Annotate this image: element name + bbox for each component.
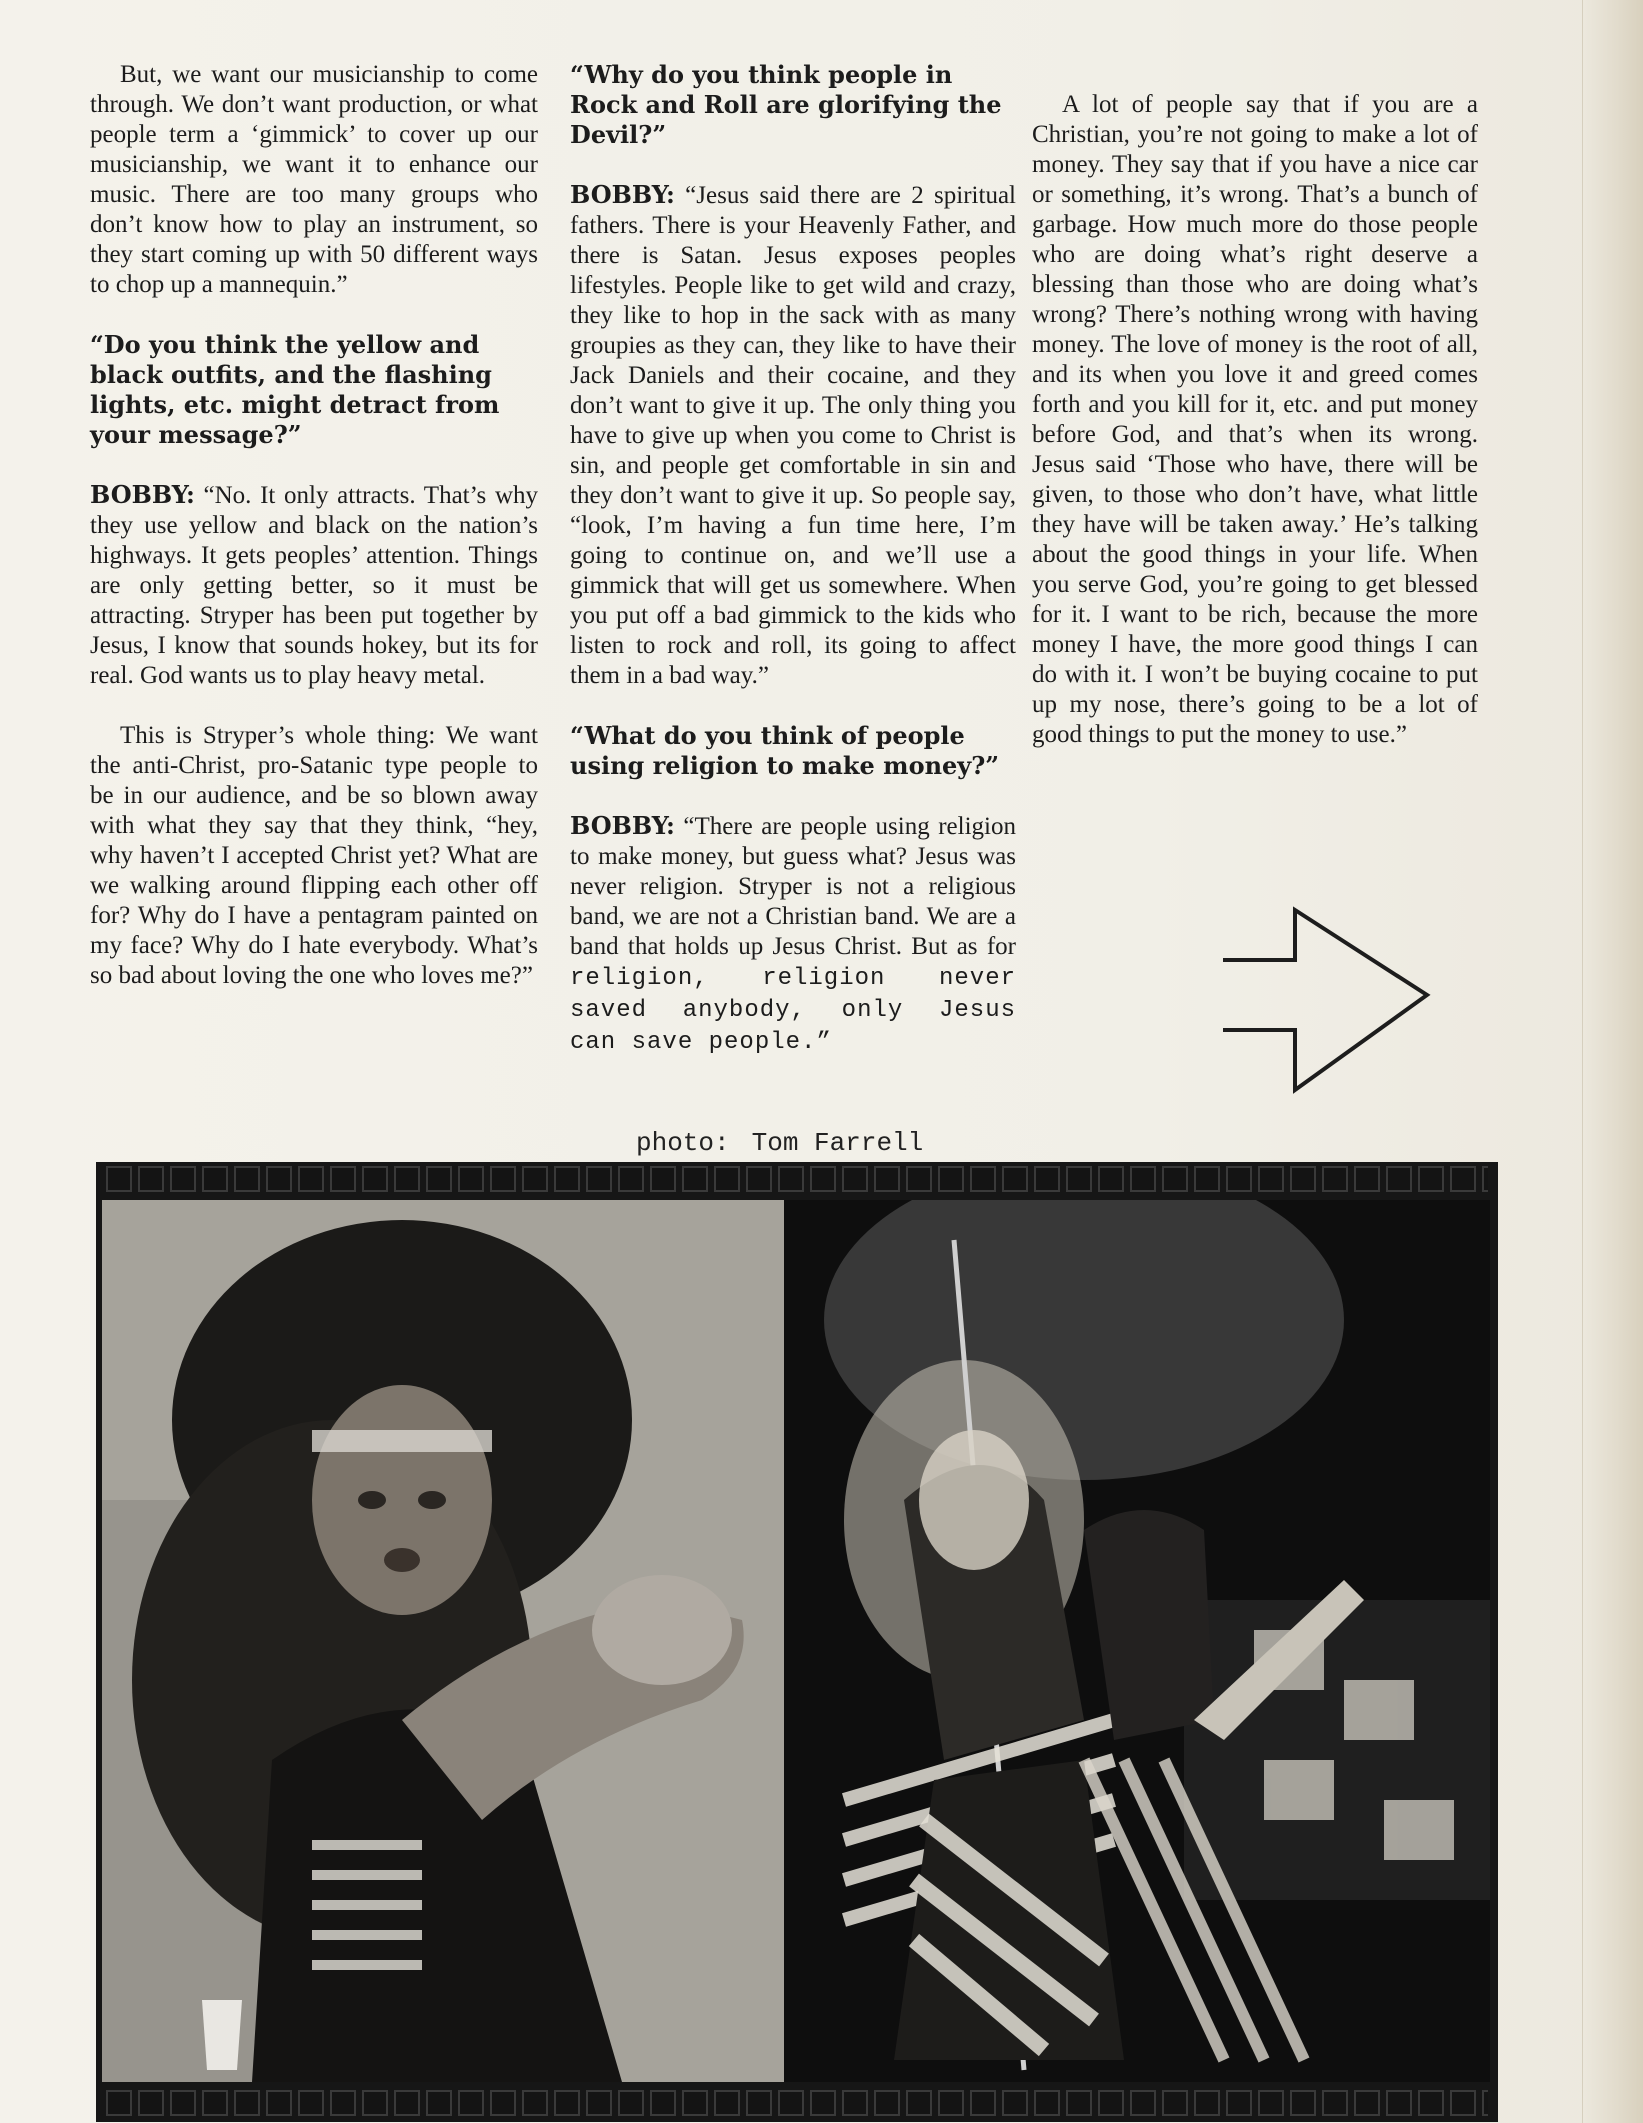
film-sprocket-hole (138, 1166, 164, 1192)
film-sprocket-hole (1322, 2090, 1348, 2116)
film-sprocket-hole (778, 2090, 804, 2116)
paragraph-whole-thing: This is Stryper’s whole thing: We want the anti-Christ, pro-Satanic type people to be in our audience, and be so blown away with what they say that they think, “hey, why haven’t I accepted Christ yet? What are we walking around flipping each other off for? Why do I have a pentagram painted on my face? Why do I hate everybody. What’s so bad about loving the one who loves me?” (90, 722, 538, 989)
film-sprocket-hole (394, 1166, 420, 1192)
film-sprocket-hole (938, 1166, 964, 1192)
film-sprocket-hole (1386, 1166, 1412, 1192)
film-sprocket-hole (266, 2090, 292, 2116)
film-sprocket-hole (746, 2090, 772, 2116)
film-sprocket-hole (618, 2090, 644, 2116)
answer-text: “No. It only attracts. That’s why they use yellow and black on the nation’s highways. It gets peoples’ attention. Things are only getting better, so it must be attracting. Stryper has been put together by Jesus, I know that sounds hokey, but its for real. God wants us to play heavy metal. (90, 482, 539, 689)
film-sprocket-hole (170, 1166, 196, 1192)
film-sprocket-hole (1162, 1166, 1188, 1192)
film-sprocket-hole (1322, 1166, 1348, 1192)
film-sprocket-hole (1034, 2090, 1060, 2116)
photo-concert-stage (784, 1200, 1490, 2082)
film-sprocket-hole (202, 2090, 228, 2116)
film-sprocket-hole (586, 1166, 612, 1192)
film-sprocket-hole (266, 1166, 292, 1192)
film-sprocket-hole (810, 1166, 836, 1192)
article-column-2 (570, 60, 1016, 1088)
film-sprocket-hole (362, 2090, 388, 2116)
film-sprocket-hole (1066, 1166, 1092, 1192)
film-sprocket-hole (170, 2090, 196, 2116)
question-outfits: “Do you think the yellow and black outfits, and the flashing lights, etc. might detract from your message?” (90, 330, 500, 449)
arrow-right-icon (1215, 900, 1440, 1100)
film-sprocket-hole (1258, 2090, 1284, 2116)
answer-text-typed: religion, religion never saved anybody, only Jesus can save people.” (570, 965, 1016, 1056)
film-sprocket-hole (330, 1166, 356, 1192)
speaker-label: BOBBY: (570, 180, 675, 209)
film-sprocket-hole (810, 2090, 836, 2116)
photo-backstage-portrait (102, 1200, 784, 2082)
film-sprocket-hole (426, 2090, 452, 2116)
film-sprocket-hole (458, 1166, 484, 1192)
film-sprocket-hole (1098, 1166, 1124, 1192)
film-sprocket-hole (106, 1166, 132, 1192)
film-sprocket-hole (938, 2090, 964, 2116)
page-edge (1582, 0, 1643, 2123)
film-sprocket-hole (1482, 2090, 1488, 2116)
concert-stage-image (784, 1200, 1490, 2082)
film-sprocket-hole (1034, 1166, 1060, 1192)
film-sprocket-row-top (106, 1166, 1488, 1194)
film-sprocket-hole (1290, 1166, 1316, 1192)
film-sprocket-hole (426, 1166, 452, 1192)
film-sprocket-hole (1482, 1166, 1488, 1192)
film-sprocket-hole (682, 2090, 708, 2116)
film-sprocket-hole (1130, 2090, 1156, 2116)
speaker-label: BOBBY: (570, 811, 675, 840)
film-sprocket-hole (1258, 1166, 1284, 1192)
paragraph-money: A lot of people say that if you are a Christian, you’re not going to make a lot of money. They say that if you have a nice car or something, it’s wrong. That’s a bunch of garbage. How much more do those people who are doing what’s right deserve a blessing than those who are doing what’s wrong? There’s nothing wrong with having money. The love of money is the root of all, and its when you love it and greed comes forth and you kill for it, etc. and put money before God, and that’s when its wrong. Jesus said ‘Those who have, there will be given, to those who don’t have, what little they have will be taken away.’ He’s talking about the good things in your life. When you serve God, you’re going to get blessed for it. I want to be rich, because the more money I have, the more good things I can do with it. I won’t be buying cocaine to put up my nose, there’s going to be a lot of good things to put the money to use.” (1032, 91, 1478, 748)
answer-text: “There are people using religion to make money, but guess what? Jesus was never religion. Stryper is not a religious band, we are not a Christian band. We are a band that holds up Jesus Christ. But as for (570, 813, 1016, 960)
film-sprocket-hole (1354, 2090, 1380, 2116)
film-sprocket-hole (138, 2090, 164, 2116)
film-sprocket-hole (714, 1166, 740, 1192)
film-sprocket-hole (586, 2090, 612, 2116)
answer-devil (570, 180, 1016, 691)
film-sprocket-hole (522, 2090, 548, 2116)
film-sprocket-hole (618, 1166, 644, 1192)
article-column-3 (1032, 90, 1478, 780)
film-strip-photo (96, 1162, 1498, 2122)
backstage-portrait-image (102, 1200, 784, 2082)
film-sprocket-row-bottom (106, 2090, 1488, 2118)
photo-credit (636, 1128, 923, 1158)
speaker-label: BOBBY: (90, 480, 195, 509)
film-sprocket-hole (842, 2090, 868, 2116)
film-sprocket-hole (874, 2090, 900, 2116)
film-sprocket-hole (1386, 2090, 1412, 2116)
film-sprocket-hole (746, 1166, 772, 1192)
film-sprocket-hole (234, 1166, 260, 1192)
film-sprocket-hole (1450, 2090, 1476, 2116)
film-sprocket-hole (1194, 1166, 1220, 1192)
film-sprocket-hole (1418, 2090, 1444, 2116)
question-devil: “Why do you think people in Rock and Roll are glorifying the Devil?” (570, 60, 1002, 149)
paragraph-musicianship: But, we want our musicianship to come through. We don’t want production, or what people term a ‘gimmick’ to cover up our musicianship, we want it to enhance our music. There are too many groups who don’t know how to play an instrument, so they start coming up with 50 different ways to chop up a mannequin.” (90, 61, 538, 298)
film-sprocket-hole (554, 1166, 580, 1192)
film-sprocket-hole (970, 2090, 996, 2116)
film-sprocket-hole (330, 2090, 356, 2116)
film-sprocket-hole (1290, 2090, 1316, 2116)
film-sprocket-hole (682, 1166, 708, 1192)
film-sprocket-hole (650, 2090, 676, 2116)
film-sprocket-hole (394, 2090, 420, 2116)
film-sprocket-hole (1130, 1166, 1156, 1192)
article-column-1 (90, 60, 538, 1021)
film-sprocket-hole (1162, 2090, 1188, 2116)
film-sprocket-hole (650, 1166, 676, 1192)
film-sprocket-hole (362, 1166, 388, 1192)
film-sprocket-hole (490, 2090, 516, 2116)
question-religion-money: “What do you think of people using religion to make money?” (570, 721, 1000, 780)
photo-credit-label: photo: (636, 1128, 730, 1158)
film-sprocket-hole (1226, 2090, 1252, 2116)
answer-text: “Jesus said there are 2 spiritual fathers. There is your Heavenly Father, and there is Satan. Jesus exposes peoples lifestyles. People like to get wild and crazy, they like to hop in the sack with as many groupies as they can, they like to have their Jack Daniels and their cocaine, and they don’t want to give it up. The only thing you have to give up when you come to Christ is sin, and people get comfortable in sin and they don’t want to give it up. So people say, “look, I’m having a fun time here, I’m going to continue on, and we’ll use a gimmick that will get us somewhere. When you put off a bad gimmick to the kids who listen to rock and roll, its going to affect them in a bad way.” (570, 182, 1016, 689)
film-sprocket-hole (1418, 1166, 1444, 1192)
film-sprocket-hole (106, 2090, 132, 2116)
film-sprocket-hole (298, 2090, 324, 2116)
photographer-name: Tom Farrell (751, 1128, 924, 1158)
film-sprocket-hole (490, 1166, 516, 1192)
film-sprocket-hole (906, 2090, 932, 2116)
film-sprocket-hole (1066, 2090, 1092, 2116)
film-sprocket-hole (234, 2090, 260, 2116)
film-sprocket-hole (842, 1166, 868, 1192)
film-sprocket-hole (298, 1166, 324, 1192)
answer-religion-money (570, 811, 1016, 1058)
answer-outfits (90, 480, 538, 691)
film-sprocket-hole (714, 2090, 740, 2116)
film-sprocket-hole (458, 2090, 484, 2116)
film-sprocket-hole (874, 1166, 900, 1192)
film-sprocket-hole (778, 1166, 804, 1192)
film-sprocket-hole (1354, 1166, 1380, 1192)
film-sprocket-hole (970, 1166, 996, 1192)
film-sprocket-hole (906, 1166, 932, 1192)
film-sprocket-hole (1194, 2090, 1220, 2116)
film-sprocket-hole (1002, 1166, 1028, 1192)
film-sprocket-hole (522, 1166, 548, 1192)
film-sprocket-hole (1002, 2090, 1028, 2116)
film-sprocket-hole (1450, 1166, 1476, 1192)
film-sprocket-hole (554, 2090, 580, 2116)
film-sprocket-hole (1226, 1166, 1252, 1192)
film-sprocket-hole (1098, 2090, 1124, 2116)
film-sprocket-hole (202, 1166, 228, 1192)
